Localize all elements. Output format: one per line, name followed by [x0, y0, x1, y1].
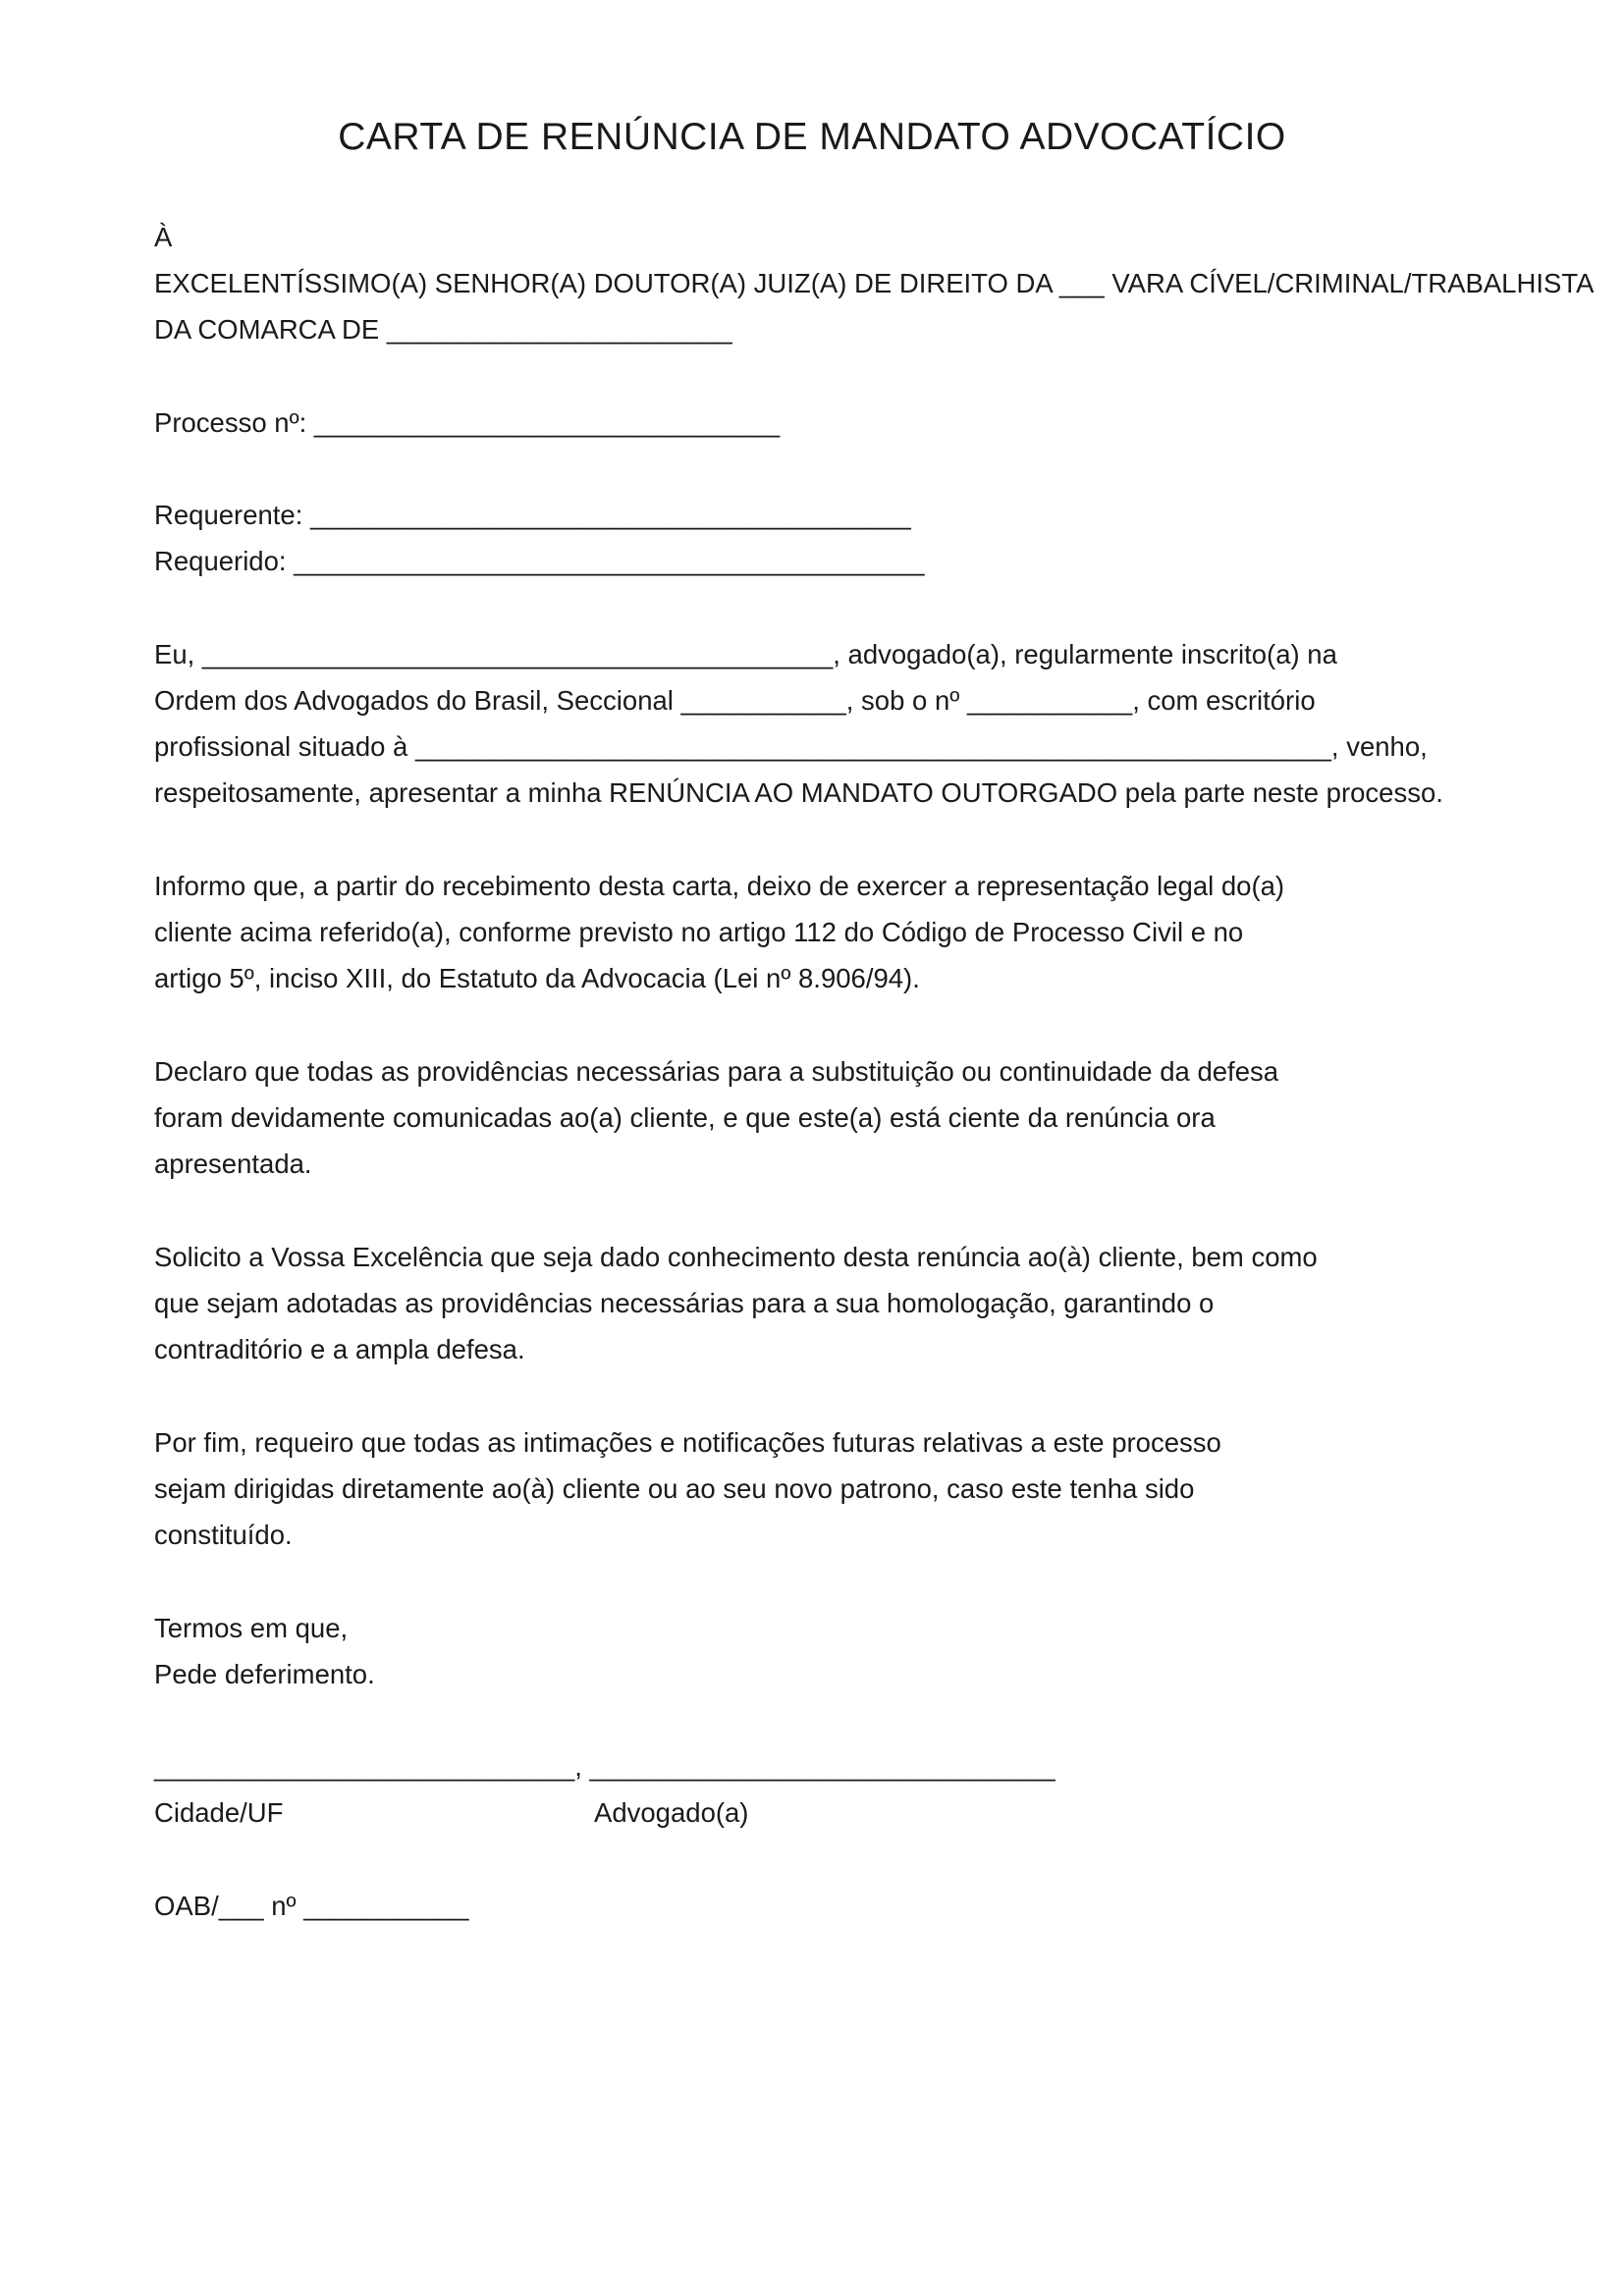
case-number-line: Processo nº: _______________________________ [154, 407, 781, 438]
declare-paragraph-line: foram devidamente comunicadas ao(a) cliente, e que este(a) está ciente da renúncia ora [154, 1102, 1216, 1133]
closing-line-2: Pede deferimento. [154, 1659, 375, 1689]
inform-paragraph-line: cliente acima referido(a), conforme previsto no artigo 112 do Código de Processo Civil e no [154, 917, 1244, 947]
inform-paragraph-line: artigo 5º, inciso XIII, do Estatuto da Advocacia (Lei nº 8.906/94). [154, 963, 920, 993]
signature-blank-line: ____________________________, _______________________________ [154, 1751, 1056, 1782]
signature-city-label: Cidade/UF [154, 1797, 284, 1828]
oab-line: OAB/___ nº ___________ [154, 1891, 469, 1921]
intro-paragraph-line: profissional situado à _____________________________________________________________, venho, [154, 731, 1428, 762]
declare-paragraph-line: apresentada. [154, 1148, 312, 1179]
defendant-line: Requerido: __________________________________________ [154, 546, 925, 576]
addressee-judge-line: EXCELENTÍSSIMO(A) SENHOR(A) DOUTOR(A) JUIZ(A) DE DIREITO DA ___ VARA CÍVEL/CRIMINAL/TRABALHISTA [154, 268, 1595, 298]
closing-line-1: Termos em que, [154, 1613, 349, 1643]
intro-paragraph-line: Eu, __________________________________________, advogado(a), regularmente inscrito(a) na [154, 639, 1337, 669]
signature-lawyer-label: Advogado(a) [594, 1797, 749, 1828]
final-paragraph-line: constituído. [154, 1520, 293, 1550]
addressee-to: À [154, 222, 173, 252]
declare-paragraph-line: Declaro que todas as providências necessárias para a substituição ou continuidade da defesa [154, 1056, 1279, 1087]
inform-paragraph-line: Informo que, a partir do recebimento desta carta, deixo de exercer a representação legal do(a) [154, 871, 1285, 901]
request-paragraph-line: Solicito a Vossa Excelência que seja dado conhecimento desta renúncia ao(à) cliente, bem como [154, 1242, 1318, 1272]
final-paragraph-line: Por fim, requeiro que todas as intimações e notificações futuras relativas a este processo [154, 1427, 1221, 1458]
addressee-district-line: DA COMARCA DE _______________________ [154, 314, 732, 345]
final-paragraph-line: sejam dirigidas diretamente ao(à) cliente ou ao seu novo patrono, caso este tenha sido [154, 1473, 1195, 1504]
request-paragraph-line: que sejam adotadas as providências necessárias para a sua homologação, garantindo o [154, 1288, 1215, 1318]
request-paragraph-line: contraditório e a ampla defesa. [154, 1334, 525, 1364]
document-title: CARTA DE RENÚNCIA DE MANDATO ADVOCATÍCIO [338, 116, 1286, 158]
plaintiff-line: Requerente: ________________________________________ [154, 500, 911, 530]
intro-paragraph-line: Ordem dos Advogados do Brasil, Seccional ___________, sob o nº ___________, com escritório [154, 685, 1316, 716]
intro-paragraph-line: respeitosamente, apresentar a minha RENÚNCIA AO MANDATO OUTORGADO pela parte neste processo. [154, 777, 1443, 808]
